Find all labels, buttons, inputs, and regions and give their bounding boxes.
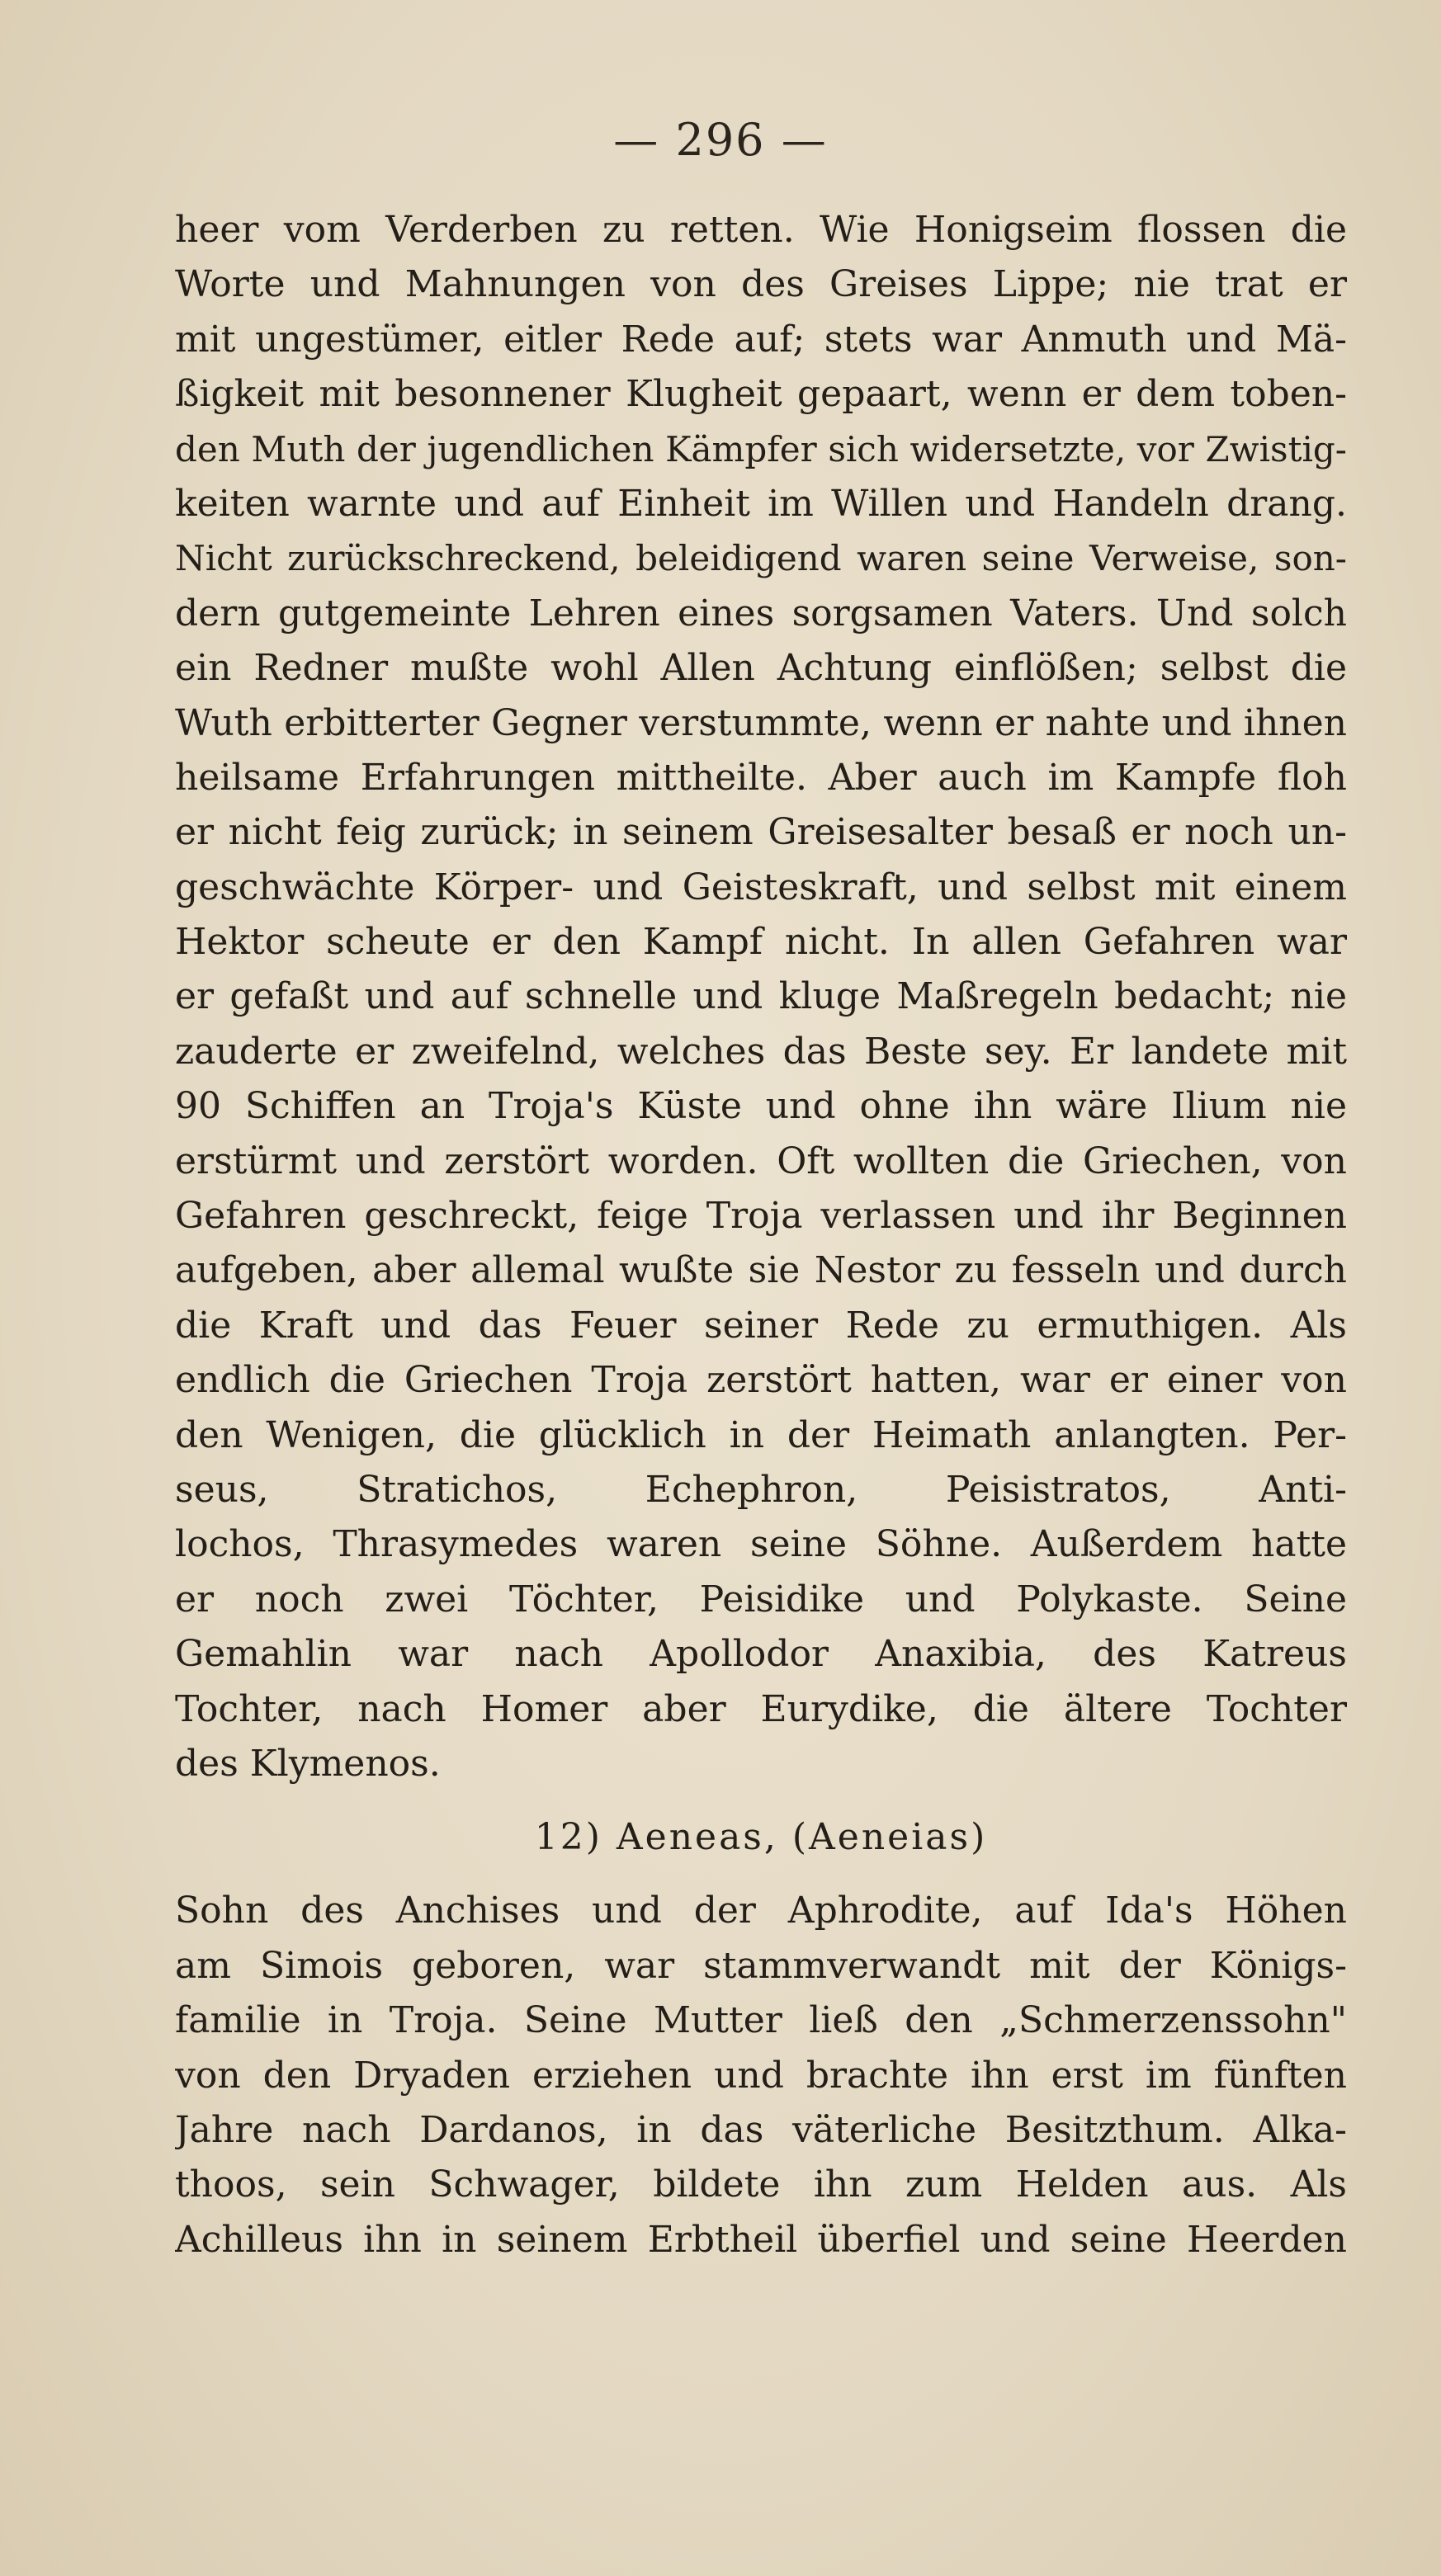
text-line: thoos, sein Schwager, bildete ihn zum Helden aus. Als	[175, 2163, 1347, 2206]
text-line: Nicht zurückschreckend, beleidigend waren seine Verweise, son-	[175, 538, 1347, 579]
text-line: familie in Troja. Seine Mutter ließ den „Schmerzenssohn"	[175, 1999, 1347, 2042]
text-line: endlich die Griechen Troja zerstört hatten, war er einer von	[175, 1359, 1347, 1402]
paragraph-nestor	[175, 203, 1347, 1791]
text-line: 90 Schiffen an Troja's Küste und ohne ihn wäre Ilium nie	[175, 1085, 1347, 1128]
text-line: heer vom Verderben zu retten. Wie Honigseim flossen die	[175, 209, 1347, 251]
text-line: ßigkeit mit besonnener Klugheit gepaart, wenn er dem toben-	[175, 373, 1347, 416]
text-line: Tochter, nach Homer aber Eurydike, die ältere Tochter	[175, 1687, 1347, 1730]
text-line: keiten warnte und auf Einheit im Willen und Handeln drang.	[175, 482, 1347, 525]
text-line: Sohn des Anchises und der Aphrodite, auf Ida's Höhen	[175, 1890, 1347, 1932]
text-line: erstürmt und zerstört worden. Oft wollten die Griechen, von	[175, 1139, 1347, 1182]
text-line: den Muth der jugendlichen Kämpfer sich widersetzte, vor Zwistig-	[175, 428, 1347, 469]
text-line: Jahre nach Dardanos, in das väterliche Besitzthum. Alka-	[175, 2108, 1347, 2151]
text-line: den Wenigen, die glücklich in der Heimath anlangten. Per-	[175, 1413, 1347, 1456]
text-line: er nicht feig zurück; in seinem Greisesalter besaß er noch un-	[175, 811, 1347, 854]
text-line: ein Redner mußte wohl Allen Achtung einflößen; selbst die	[175, 647, 1347, 690]
section-heading: 12) Aeneas, (Aeneias)	[534, 1816, 988, 1859]
page-number: — 296 —	[613, 114, 828, 166]
text-line: lochos, Thrasymedes waren seine Söhne. Außerdem hatte	[175, 1523, 1347, 1566]
text-line: des Klymenos.	[175, 1742, 441, 1785]
text-line: aufgeben, aber allemal wußte sie Nestor zu fesseln und durch	[175, 1249, 1347, 1292]
text-line: er gefaßt und auf schnelle und kluge Maßregeln bedacht; nie	[175, 975, 1347, 1018]
text-line: dern gutgemeinte Lehren eines sorgsamen Vaters. Und solch	[175, 592, 1347, 635]
text-line: heilsame Erfahrungen mittheilte. Aber auch im Kampfe floh	[175, 756, 1347, 799]
text-line: Worte und Mahnungen von des Greises Lippe; nie trat er	[175, 263, 1347, 306]
text-line: mit ungestümer, eitler Rede auf; stets war Anmuth und Mä-	[175, 318, 1347, 361]
text-line: Gefahren geschreckt, feige Troja verlassen und ihr Beginnen	[175, 1195, 1347, 1238]
text-line: geschwächte Körper- und Geisteskraft, und selbst mit einem	[175, 866, 1347, 908]
text-line: seus, Stratichos, Echephron, Peisistratos, Anti-	[175, 1468, 1347, 1511]
text-line: Hektor scheute er den Kampf nicht. In allen Gefahren war	[175, 921, 1347, 964]
text-line: am Simois geboren, war stammverwandt mit der Königs-	[175, 1944, 1347, 1987]
text-line: Achilleus ihn in seinem Erbtheil überfiel und seine Heerden	[175, 2218, 1347, 2261]
text-line: Gemahlin war nach Apollodor Anaxibia, des Katreus	[175, 1633, 1347, 1676]
text-line: er noch zwei Töchter, Peisidike und Polykaste. Seine	[175, 1578, 1347, 1621]
text-line: die Kraft und das Feuer seiner Rede zu ermuthigen. Als	[175, 1304, 1347, 1347]
text-line: zauderte er zweifelnd, welches das Beste sey. Er landete mit	[175, 1030, 1347, 1073]
page-body	[175, 203, 1347, 2267]
paragraph-aeneas	[175, 1884, 1347, 2267]
text-line: von den Dryaden erziehen und brachte ihn erst im fünften	[175, 2054, 1347, 2097]
text-line: Wuth erbitterter Gegner verstummte, wenn er nahte und ihnen	[175, 701, 1347, 744]
